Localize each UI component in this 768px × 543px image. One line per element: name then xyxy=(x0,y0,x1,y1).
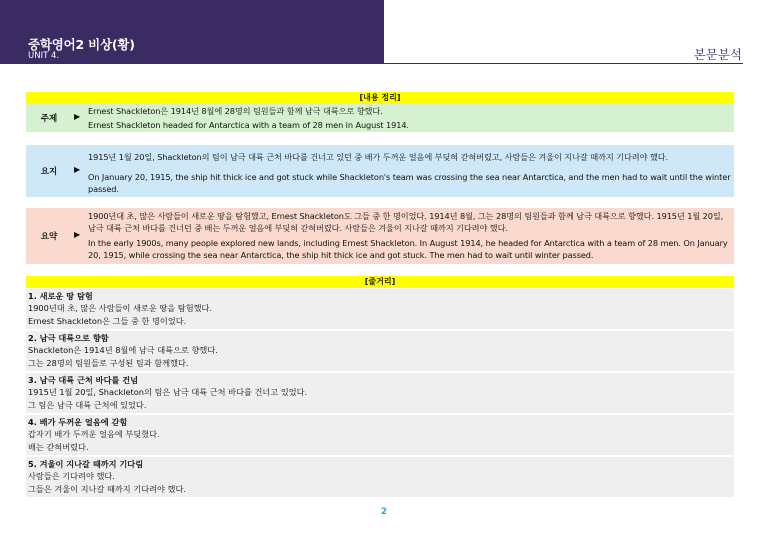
outline-line: Shackleton은 1914년 8월에 남극 대륙으로 향했다. xyxy=(28,345,218,355)
page-number: 2 xyxy=(381,507,387,517)
outline-heading: 1. 새로운 땅 탐험 xyxy=(28,291,93,301)
outline-list xyxy=(26,289,734,499)
gist-box xyxy=(26,145,734,197)
outline-line: 1900년대 초, 많은 사람들이 새로운 땅을 탐험했다. xyxy=(28,303,213,313)
outline-item xyxy=(26,415,734,455)
document-title: 중학영어2 비상(황) xyxy=(28,37,135,52)
outline-section-title: [줄거리] xyxy=(26,276,734,288)
outline-line: 사람들은 기다려야 했다. xyxy=(28,471,115,481)
gist-text-en: On January 20, 1915, the ship hit thick ice and got stuck while Shackleton's team was crossing the sea near Antarctica, and the men had to wait until the winter passed. xyxy=(88,172,731,194)
theme-text-ko: Ernest Shackleton은 1914년 8월에 28명의 팀원들과 함께 남극 대륙으로 향했다. xyxy=(88,106,383,116)
outline-heading: 3. 남극 대륙 근처 바다를 건넘 xyxy=(28,375,139,385)
gist-text-ko: 1915년 1월 20일, Shackleton의 팀이 남극 대륙 근처 바다를 건너고 있던 중 배가 두꺼운 얼음에 부딪혀 갇혀버렸고, 사람들은 겨울이 지나갈 때까지 기다려야 했다. xyxy=(88,152,669,162)
outline-line: 그는 28명의 팀원들로 구성된 팀과 함께했다. xyxy=(28,358,189,368)
unit-label: UNIT 4. xyxy=(28,51,60,61)
outline-item xyxy=(26,373,734,413)
outline-item xyxy=(26,457,734,497)
arrow-icon: ▶ xyxy=(74,112,81,121)
summary-section-title: [내용 정리] xyxy=(26,92,734,104)
theme-label: 주제 xyxy=(40,114,58,124)
outline-line: 그들은 겨울이 지나갈 때까지 기다려야 했다. xyxy=(28,484,186,494)
header-divider xyxy=(384,63,743,64)
arrow-icon: ▶ xyxy=(74,230,81,239)
theme-box xyxy=(26,104,734,132)
section-label: 본문분석 xyxy=(693,47,742,62)
abstract-text-ko: 1900년대 초, 많은 사람들이 새로운 땅을 탐험했고, Ernest Shackleton도 그들 중 한 명이었다. 1914년 8월, 그는 28명의 팀원들과 함께 남극 대륙으로 향했다. 1915년 1월 20일, 남극 대륙 근처 바다를 건너던 중 배는 두꺼운 얼음에 부딪혀 갇혀버렸다. 사람들은 겨울이 지나갈 때까지 기다려야 했다. xyxy=(88,211,724,233)
theme-text-en: Ernest Shackleton headed for Antarctica with a team of 28 men in August 1914. xyxy=(88,120,409,130)
outline-line: 갑자기 배가 두꺼운 얼음에 부딪혔다. xyxy=(28,429,160,439)
outline-item xyxy=(26,289,734,329)
arrow-icon: ▶ xyxy=(74,165,81,174)
outline-heading: 4. 배가 두꺼운 얼음에 갇힘 xyxy=(28,417,128,427)
abstract-text-en: In the early 1900s, many people explored new lands, including Ernest Shackleton. In August 1914, he headed for Antarctica with a team of 28 men. On January 20, 1915, while crossing the sea near Antarctica, the ship hit thick ice and got stuck. The men had to wait until winter passed. xyxy=(88,238,728,260)
outline-line: 그 팀은 남극 대륙 근처에 있었다. xyxy=(28,400,147,410)
outline-line: 배는 갇혀버렸다. xyxy=(28,442,89,452)
abstract-box xyxy=(26,208,734,264)
outline-line: Ernest Shackleton은 그들 중 한 명이었다. xyxy=(28,316,187,326)
outline-heading: 5. 겨울이 지나갈 때까지 기다림 xyxy=(28,459,144,469)
outline-item xyxy=(26,331,734,371)
abstract-label: 요약 xyxy=(40,232,58,242)
outline-heading: 2. 남극 대륙으로 향함 xyxy=(28,333,109,343)
gist-label: 요지 xyxy=(40,167,58,177)
outline-line: 1915년 1월 20일, Shackleton의 팀은 남극 대륙 근처 바다를 건너고 있었다. xyxy=(28,387,308,397)
